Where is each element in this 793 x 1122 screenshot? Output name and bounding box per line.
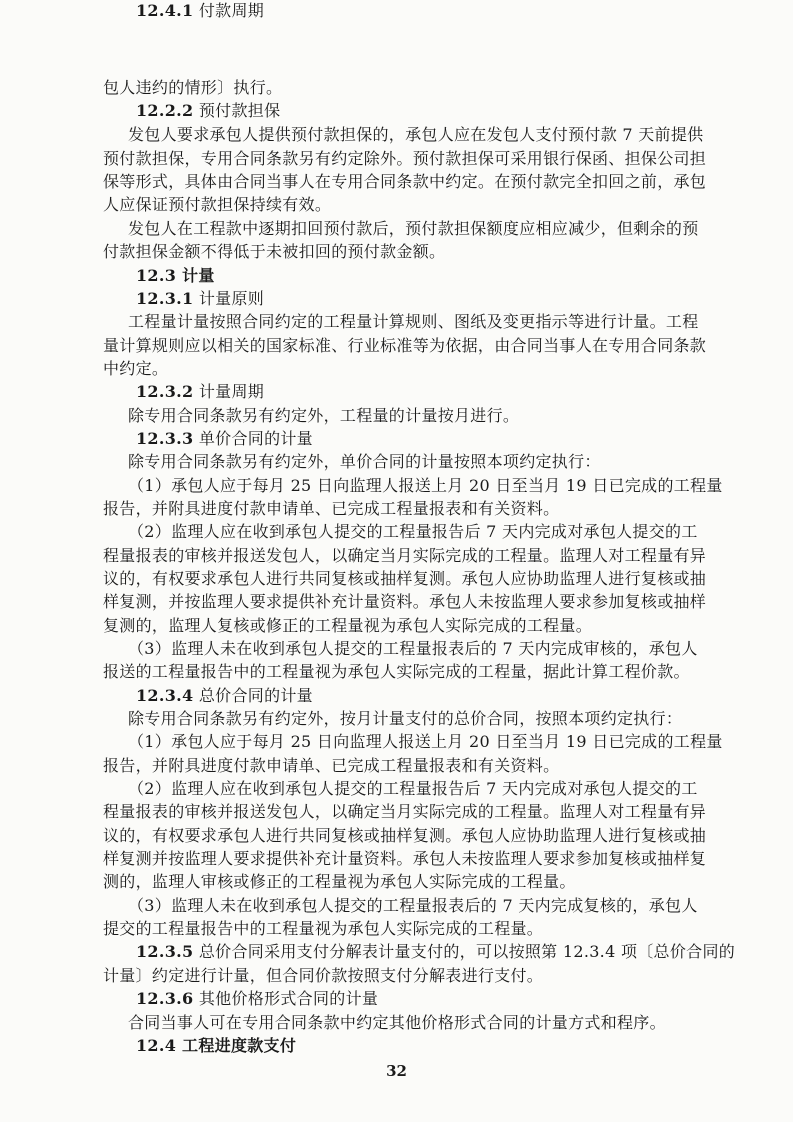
section-number: 12.3.6: [136, 989, 194, 1008]
section-number: 12.3.4: [136, 686, 194, 705]
section-heading-12-3-4: [136, 685, 313, 707]
section-title: 计量原则: [198, 289, 265, 308]
text-line: 发包人在工程款中逐期扣回预付款后，预付款担保额度应相应减少，但剩余的预: [128, 219, 699, 238]
section-title: 单价合同的计量: [198, 429, 313, 448]
text-line: 测的，监理人审核或修正的工程量视为承包人实际完成的工程量。: [103, 872, 576, 891]
section-number: 12.3.2: [136, 382, 194, 401]
text-line: 人应保证预付款担保持续有效。: [103, 195, 332, 214]
text-line: 议的，有权要求承包人进行共同复核或抽样复测。承包人应协助监理人进行复核或抽: [103, 826, 707, 845]
section-heading-12-3-1: [136, 288, 264, 310]
page-number: 32: [386, 1062, 407, 1080]
text-line: （3）监理人未在收到承包人提交的工程量报表后的 7 天内完成复核的，承包人: [128, 896, 698, 915]
text-line: 程量报表的审核并报送发包人，以确定当月实际完成的工程量。监理人对工程量有异: [103, 546, 707, 565]
section-title: 总价合同的计量: [198, 686, 313, 705]
text-line: （3）监理人未在收到承包人提交的工程量报表后的 7 天内完成审核的，承包人: [128, 639, 698, 658]
text-line: 议的，有权要求承包人进行共同复核或抽样复测。承包人应协助监理人进行复核或抽: [103, 569, 707, 588]
text-line: 保等形式，具体由合同当事人在专用合同条款中约定。在预付款完全扣回之前，承包: [103, 172, 707, 191]
text-line: 付款担保金额不得低于未被扣回的预付款金额。: [103, 242, 446, 261]
section-number: 12.4.1: [136, 1, 194, 20]
text-line: 工程量计量按照合同约定的工程量计算规则、图纸及变更指示等进行计量。工程: [128, 312, 699, 331]
text-line: 量计算规则应以相关的国家标准、行业标准等为依据，由合同当事人在专用合同条款: [103, 336, 707, 355]
section-title: 其他价格形式合同的计量: [198, 989, 379, 1008]
section-heading-12-3: 12.3 计量: [136, 266, 215, 285]
text-line: 发包人要求承包人提供预付款担保的，承包人应在发包人支付预付款 7 天前提供: [128, 125, 704, 144]
section-title: 预付款担保: [198, 101, 281, 120]
text-line: （2）监理人应在收到承包人提交的工程量报告后 7 天内完成对承包人提交的工: [128, 779, 698, 798]
text-line: 除专用合同条款另有约定外，按月计量支付的总价合同，按照本项约定执行：: [128, 709, 683, 728]
text-line: 样复测，并按监理人要求提供补充计量资料。承包人未按监理人要求参加复核或抽样: [103, 592, 707, 611]
text-line: 报送的工程量报告中的工程量视为承包人实际完成的工程量，据此计算工程价款。: [103, 662, 690, 681]
text-line: （1）承包人应于每月 25 日向监理人报送上月 20 日至当月 19 日已完成的工程量: [128, 732, 723, 751]
text-line: 报告，并附具进度付款申请单、已完成工程量报表和有关资料。: [103, 756, 560, 775]
section-number: 12.2.2: [136, 101, 194, 120]
text-line: 程量报表的审核并报送发包人，以确定当月实际完成的工程量。监理人对工程量有异: [103, 802, 707, 821]
text-line: 样复测并按监理人要求提供补充计量资料。承包人未按监理人要求参加复核或抽样复: [103, 849, 707, 868]
section-heading-12-3-6: [136, 988, 378, 1010]
text-line: 除专用合同条款另有约定外，单价合同的计量按照本项约定执行：: [128, 452, 601, 471]
section-heading-12-3-2: [136, 381, 264, 403]
section-title: 计量周期: [198, 382, 265, 401]
section-number: 12.3.3: [136, 429, 194, 448]
section-heading-12-2-2: [136, 100, 280, 122]
text-line: 复测的，监理人复核或修正的工程量视为承包人实际完成的工程量。: [103, 616, 593, 635]
text-line: 预付款担保，专用合同条款另有约定除外。预付款担保可采用银行保函、担保公司担: [103, 149, 707, 168]
section-title: 付款周期: [198, 1, 265, 20]
text-line: （2）监理人应在收到承包人提交的工程量报告后 7 天内完成对承包人提交的工: [128, 522, 698, 541]
text-line: （1）承包人应于每月 25 日向监理人报送上月 20 日至当月 19 日已完成的工程量: [128, 476, 723, 495]
text-line: 提交的工程量报告中的工程量视为承包人实际完成的工程量。: [103, 919, 544, 938]
text-line: 合同当事人可在专用合同条款中约定其他价格形式合同的计量方式和程序。: [128, 1013, 666, 1032]
text-line: 除专用合同条款另有约定外，工程量的计量按月进行。: [128, 406, 520, 425]
section-number: 12.3.5: [136, 942, 194, 961]
section-number: 12.3.1: [136, 289, 194, 308]
section-heading-12-3-3: [136, 428, 313, 450]
text-line: 计量〕约定进行计量，但合同价款按照支付分解表进行支付。: [103, 966, 544, 985]
section-heading-12-4-1: [136, 0, 264, 22]
text-line: 中约定。: [103, 359, 169, 378]
section-heading-12-4: 12.4 工程进度款支付: [136, 1036, 297, 1055]
text-line: 报告，并附具进度付款申请单、已完成工程量报表和有关资料。: [103, 499, 560, 518]
section-title: 总价合同采用支付分解表计量支付的，可以按照第 12.3.4 项〔总价合同的: [198, 942, 736, 961]
text-line: 包人违约的情形〕执行。: [103, 78, 283, 97]
section-heading-12-3-5: [136, 941, 735, 963]
